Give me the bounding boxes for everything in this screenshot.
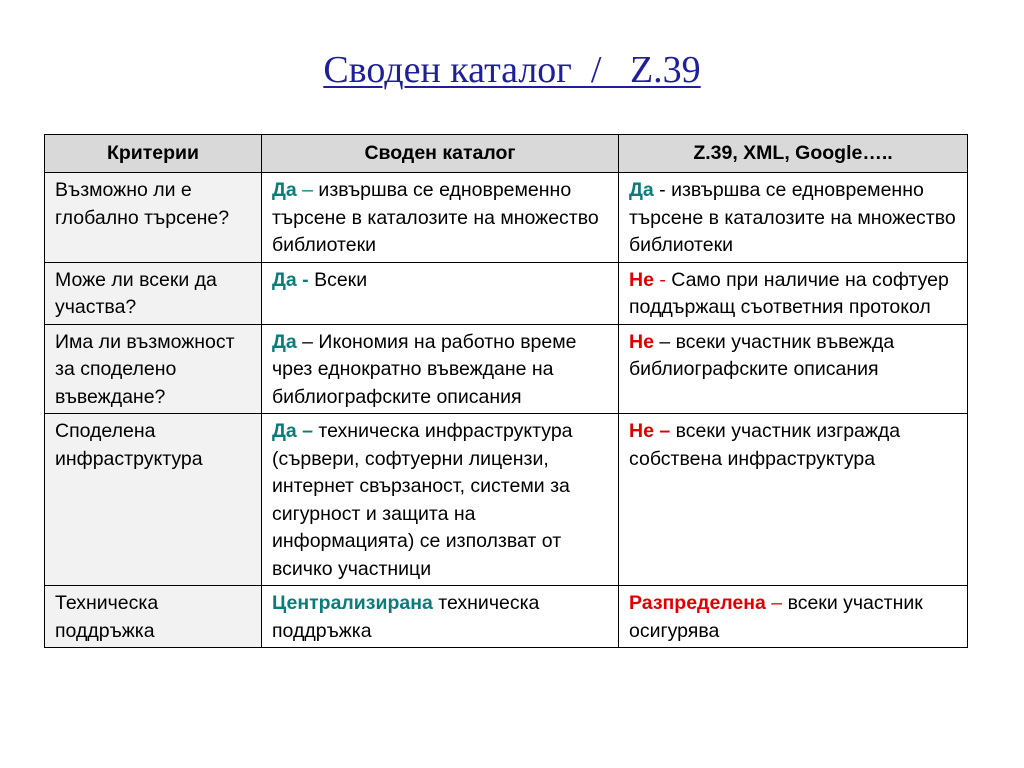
comparison-table (44, 134, 968, 648)
table-row (45, 173, 968, 263)
cell-text: Само при наличие на софтуер поддържащ съответния протокол (629, 268, 949, 318)
verdict-separator: - (653, 268, 666, 291)
table-row (45, 586, 968, 648)
catalog-cell (262, 414, 619, 586)
criterion-cell: Техническа поддръжка (45, 586, 262, 648)
slide-title (0, 46, 1024, 94)
cell-text: извършва се едновременно търсене в каталозите на множество библиотеки (272, 179, 599, 256)
cell-text: всеки участник изгражда собствена инфраструктура (629, 420, 901, 470)
z39-cell (619, 586, 968, 648)
catalog-cell (262, 586, 619, 648)
z39-cell (619, 262, 968, 324)
cell-text: – всеки участник въвежда библиографските описания (629, 330, 895, 380)
verdict-yes: Да (272, 330, 297, 353)
verdict-yes: Да (272, 179, 297, 201)
verdict-no: Не – (629, 420, 671, 442)
cell-text: извършва се едновременно търсене в каталозите на множество библиотеки (629, 179, 956, 256)
table-row (45, 262, 968, 324)
catalog-cell (262, 173, 619, 263)
catalog-cell (262, 262, 619, 324)
cell-text: Всеки (308, 268, 368, 291)
header-z39: Z.39, XML, Google….. (619, 135, 968, 173)
cell-text: – Икономия на работно време чрез еднократно въвеждане на библиографските описания (272, 330, 577, 408)
verdict-distributed: Разпределена (629, 592, 766, 614)
header-union-catalog: Своден каталог (262, 135, 619, 173)
header-criteria: Критерии (45, 135, 262, 173)
z39-cell (619, 173, 968, 263)
verdict-no: Не (629, 268, 654, 291)
z39-cell (619, 414, 968, 586)
verdict-yes: Да – (272, 420, 313, 442)
verdict-no: Не (629, 330, 654, 353)
verdict-yes: Да (629, 179, 654, 201)
verdict-separator: – (765, 592, 783, 614)
table-row (45, 324, 968, 414)
catalog-cell (262, 324, 619, 414)
criterion-cell: Има ли възможност за споделено въвеждане? (45, 324, 262, 414)
cell-text: техническа инфраструктура (сървери, софтуерни лицензи, интернет свързаност, системи за сигурност и защита на информацията) се използват от всичко участници (272, 420, 573, 580)
verdict-separator: – (296, 179, 314, 201)
z39-cell (619, 324, 968, 414)
cell-text: техническа поддръжка (272, 592, 540, 642)
criterion-cell: Споделена инфраструктура (45, 414, 262, 586)
slide-title-text: Сводeн каталог / Z.39 (323, 49, 701, 91)
criterion-cell: Може ли всеки да участва? (45, 262, 262, 324)
cell-text: всеки участник осигурява (629, 592, 923, 642)
criterion-cell: Възможно ли е глобално търсене? (45, 173, 262, 263)
header-row (45, 135, 968, 173)
verdict-separator: - (653, 179, 666, 201)
verdict-yes: Да - (272, 268, 309, 291)
verdict-centralized: Централизирана (272, 592, 433, 614)
table-row (45, 414, 968, 586)
